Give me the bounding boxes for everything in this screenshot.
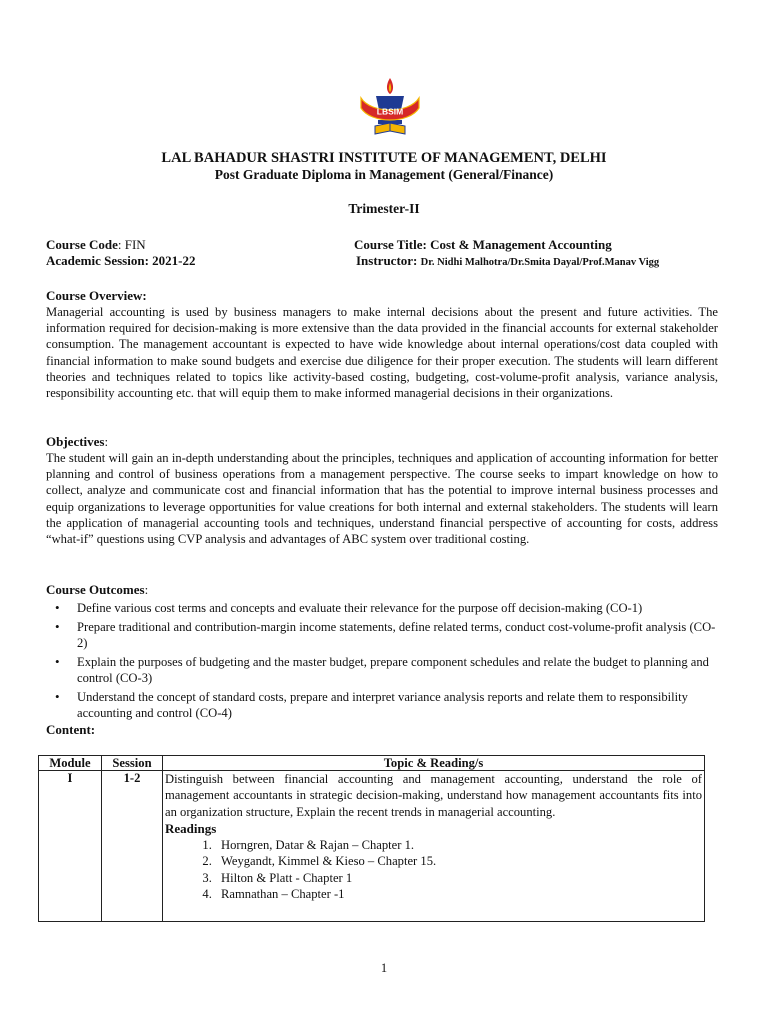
table-header-row [39, 756, 705, 771]
readings-list [165, 837, 702, 902]
objectives-section [46, 434, 718, 547]
module-cell: I [39, 771, 102, 922]
content-table [38, 755, 705, 922]
course-outcomes-section [46, 582, 718, 724]
list-item: 1. Horngren, Datar & Rajan – Chapter 1. [215, 837, 702, 853]
objectives-text: The student will gain an in-depth understanding about the principles, techniques and application of accounting information for better planning and control of business operations from a management perspective. The course seeks to impart knowledge on how to collect, analyze and communicate cost and financial information that has the potential to improve internal business processes and equip organizations to leverage opportunities for value creations for both internal and external stakeholders. The students will learn the application of managerial accounting tools and techniques, understand financial perspective of accounting for costs, address “what-if” questions using CVP analysis and advantages of ABC system over traditional costing. [46, 451, 718, 547]
column-header: Session [102, 756, 163, 771]
course-overview-section [46, 288, 718, 401]
page-number: 1 [380, 961, 388, 975]
course-outcomes-list [46, 600, 718, 721]
session-cell: 1-2 [102, 771, 163, 922]
readings-heading: Readings [165, 820, 217, 836]
table-row [39, 771, 705, 922]
list-item: • Understand the concept of standard costs, prepare and interpret variance analysis reports and relate them to responsibility accounting and control (CO-4) [46, 689, 718, 721]
trimester-label: Trimester-II [348, 201, 420, 216]
logo-text: LBSIM [376, 106, 404, 117]
objectives-heading: Objectives: [46, 434, 109, 449]
academic-session: Academic Session: 2021-22 [46, 253, 196, 268]
institute-name: LAL BAHADUR SHASTRI INSTITUTE OF MANAGEMENT, DELHI [161, 150, 607, 166]
instructor: Instructor: Dr. Nidhi Malhotra/Dr.Smita Dayal/Prof.Manav Vigg [356, 253, 660, 268]
course-outcomes-heading: Course Outcomes: [46, 582, 149, 597]
topic-cell [163, 771, 705, 922]
list-item: • Explain the purposes of budgeting and the master budget, prepare component schedules and relate the budget to planning and control (CO-3) [46, 654, 718, 686]
list-item: 3. Hilton & Platt - Chapter 1 [215, 870, 702, 886]
content-heading: Content: [46, 722, 96, 737]
course-code: Course Code: FIN [46, 237, 146, 252]
list-item: • Prepare traditional and contribution-margin income statements, define related terms, conduct cost-volume-profit analysis (CO-2) [46, 619, 718, 651]
list-item: 4. Ramnathan – Chapter -1 [215, 886, 702, 902]
course-title: Course Title: Cost & Management Accounting [354, 237, 612, 252]
topic-text: Distinguish between financial accounting and management accounting, understand the role of management accountants in strategic decision-making, understand how management accountants fits into an organization structure, Explain the recent trends in managerial accounting. [165, 772, 702, 819]
list-item: • Define various cost terms and concepts and evaluate their relevance for the purpose off decision-making (CO-1) [46, 600, 718, 616]
program-name: Post Graduate Diploma in Management (General/Finance) [214, 167, 554, 182]
list-item: 2. Weygandt, Kimmel & Kieso – Chapter 15. [215, 853, 702, 869]
column-header: Topic & Reading/s [163, 756, 705, 771]
institute-logo [357, 74, 423, 140]
column-header: Module [39, 756, 102, 771]
course-overview-text: Managerial accounting is used by business managers to make internal decisions about the present and future activities. The information required for decision-making is more extensive than the data provided in the financial accounts for external stakeholder consumption. The management accountant is expected to have wide knowledge about internal operations/cost data coupled with financial information to make sound budgets and exercise due diligence for their proper execution. The students will learn different theories and techniques related to topics like activity-based costing, budgeting, cost-volume-profit analysis, variance analysis, responsibility accounting etc. that will equip them to make informed managerial decisions in their organizations. [46, 305, 718, 401]
course-overview-heading: Course Overview: [46, 288, 147, 303]
